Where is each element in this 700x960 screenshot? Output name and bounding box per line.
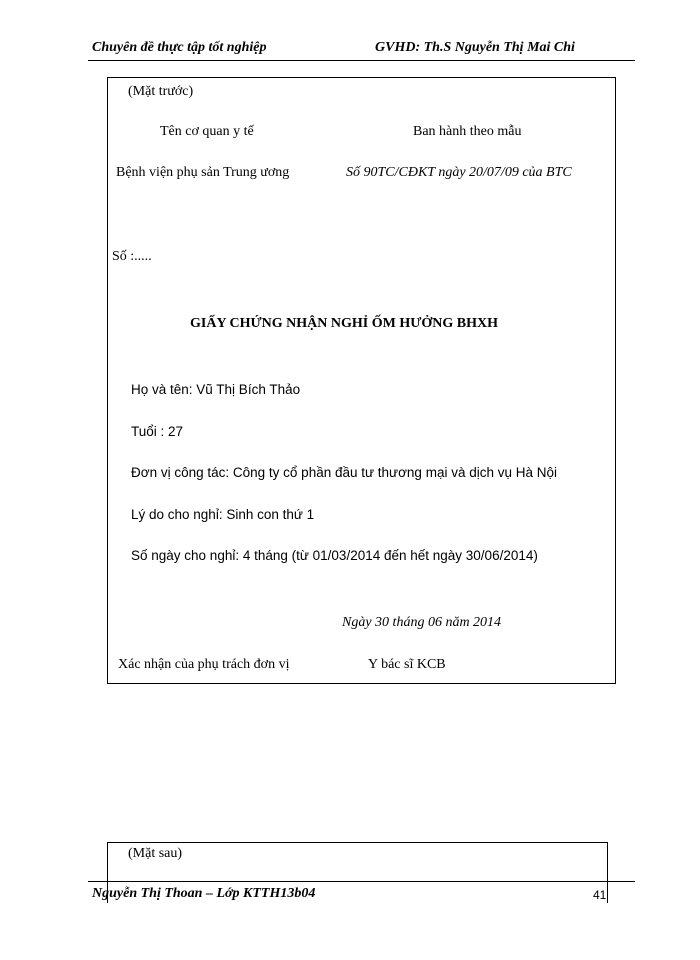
footer-author: Nguyễn Thị Thoan – Lớp KTTH13b04 — [92, 886, 316, 901]
header-left: Chuyên đề thực tập tốt nghiệp — [92, 40, 267, 55]
back-side-label: (Mặt sau) — [128, 846, 183, 861]
decree-reference: Số 90TC/CĐKT ngày 20/07/09 của BTC — [346, 165, 572, 180]
patient-name: Họ và tên: Vũ Thị Bích Thảo — [131, 382, 301, 397]
header-rule — [88, 60, 635, 61]
leave-days: Số ngày cho nghỉ: 4 tháng (từ 01/03/2014 đến hết ngày 30/06/2014) — [131, 548, 538, 563]
agency-label: Tên cơ quan y tế — [160, 124, 254, 139]
patient-age: Tuổi : 27 — [131, 424, 184, 439]
certificate-title: GIẤY CHỨNG NHẬN NGHỈ ỐM HƯỞNG BHXH — [190, 316, 498, 331]
footer-rule — [88, 881, 635, 882]
front-side-label: (Mặt trước) — [128, 84, 194, 99]
page-number: 41 — [593, 888, 607, 902]
work-unit: Đơn vị công tác: Công ty cổ phần đầu tư thương mại và dịch vụ Hà Nội — [131, 465, 557, 480]
unit-confirmation: Xác nhận của phụ trách đơn vị — [118, 657, 290, 672]
issue-date: Ngày 30 tháng 06 năm 2014 — [342, 615, 502, 630]
certificate-number: Số :..... — [112, 249, 152, 264]
header-right: GVHD: Th.S Nguyễn Thị Mai Chi — [375, 40, 575, 55]
leave-reason: Lý do cho nghỉ: Sinh con thứ 1 — [131, 507, 315, 522]
hospital-name: Bệnh viện phụ sản Trung ương — [116, 165, 290, 180]
doctor-signature-label: Y bác sĩ KCB — [368, 657, 446, 672]
issued-label: Ban hành theo mẫu — [413, 124, 522, 139]
